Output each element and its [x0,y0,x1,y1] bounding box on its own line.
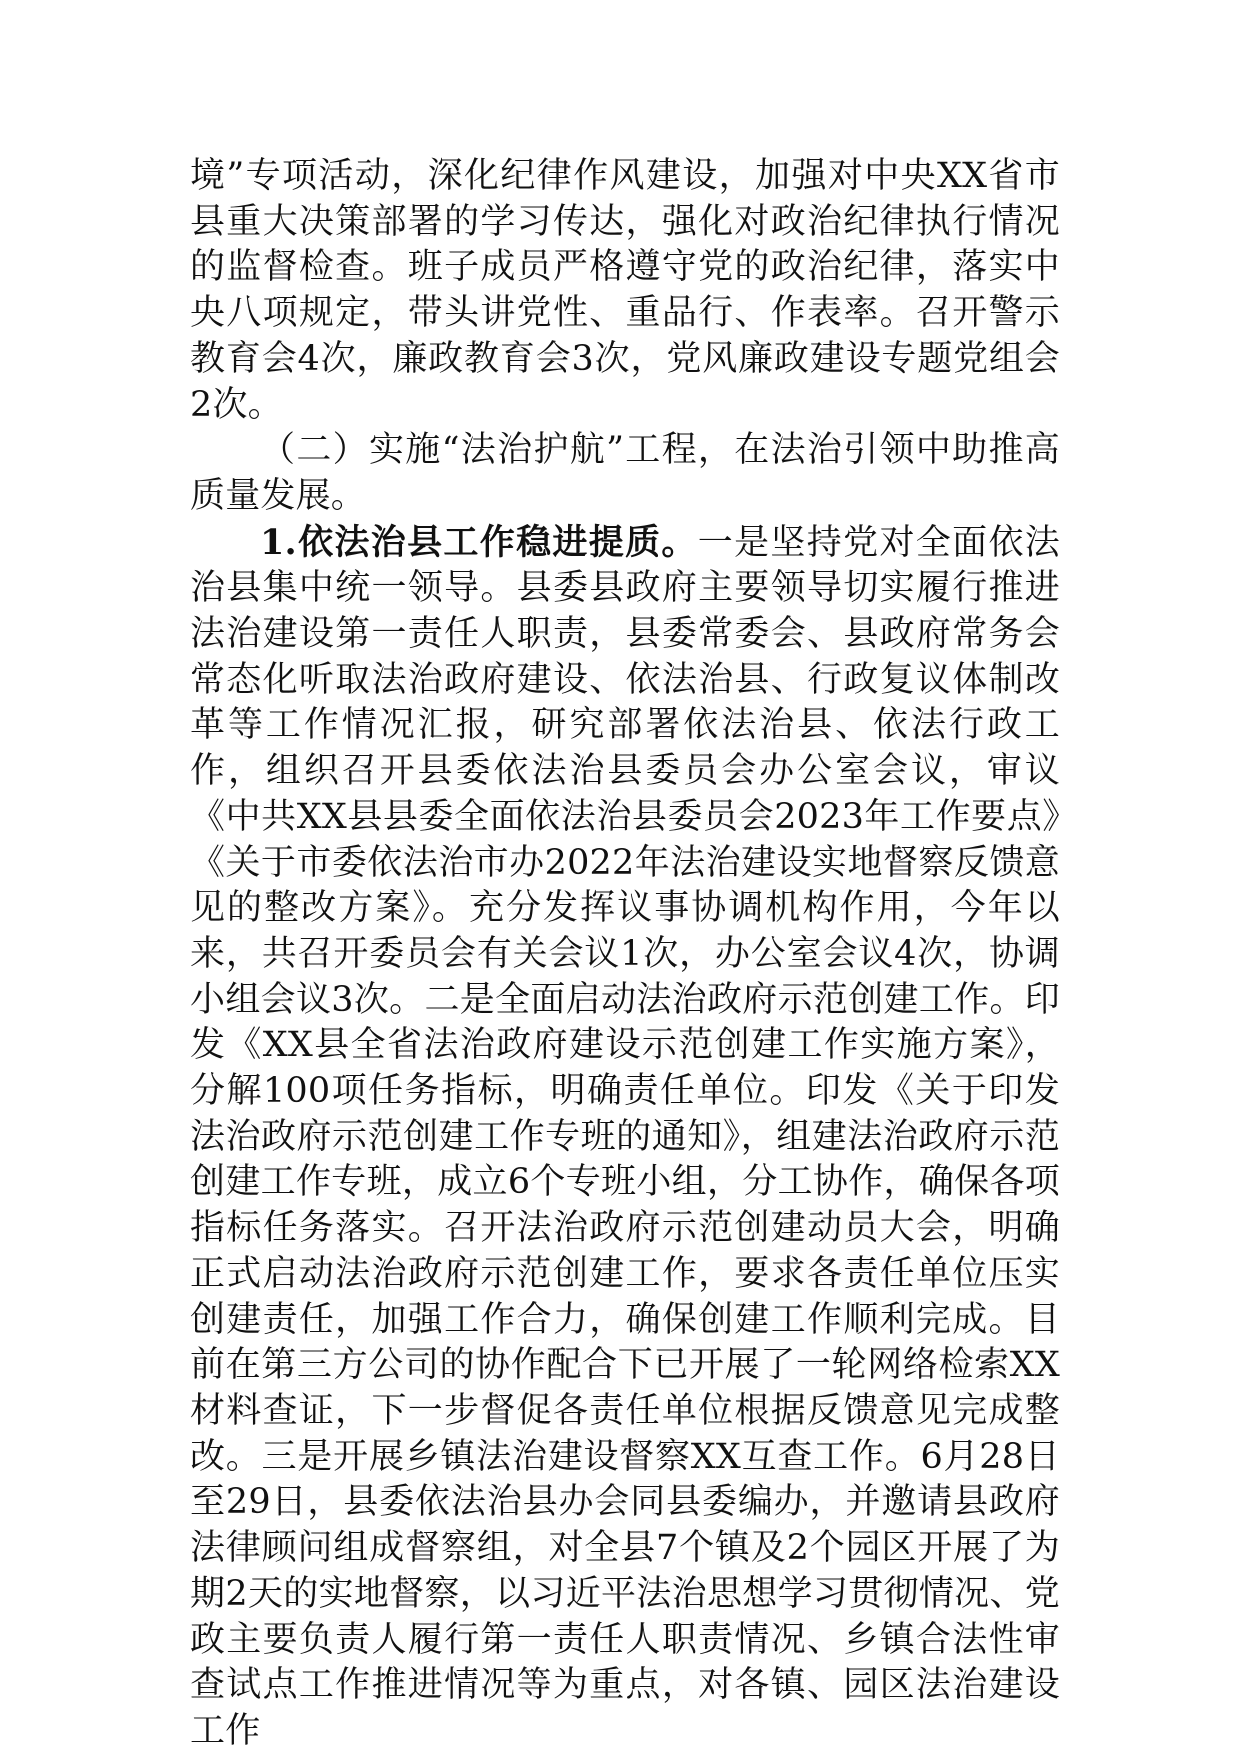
document-body [190,154,1060,1755]
subsection-heading: 1.依法治县工作稳进提质。 [260,521,698,563]
section-heading-rule-of-law: （二）实施“法治护航”工程，在法治引领中助推高质量发展。 [190,430,1060,516]
paragraph-discipline: 境”专项活动，深化纪律作风建设，加强对中央XX省市县重大决策部署的学习传达，强化对政治纪律执行情况的监督检查。班子成员严格遵守党的政治纪律，落实中央八项规定，带头讲党性、重品行、作表率。召开警示教育会4次，廉政教育会3次，党风廉政建设专题党组会2次。 [190,156,1060,425]
subsection-body: 一是坚持党对全面依法治县集中统一领导。县委县政府主要领导切实履行推进法治建设第一责任人职责，县委常委会、县政府常务会常态化听取法治政府建设、依法治县、行政复议体制改革等工作情况汇报，研究部署依法治县、依法行政工作，组织召开县委依法治县委员会办公室会议，审议《中共XX县县委全面依法治县委员会2023年工作要点》《关于市委依法治市办2022年法治建设实地督察反馈意见的整改方案》。充分发挥议事协调机构作用，今年以来，共召开委员会有关会议1次，办公室会议4次，协调小组会议3次。二是全面启动法治政府示范创建工作。印发《XX县全省法治政府建设示范创建工作实施方案》，分解100项任务指标，明确责任单位。印发《关于印发法治政府示范创建工作专班的通知》，组建法治政府示范创建工作专班，成立6个专班小组，分工协作，确保各项指标任务落实。召开法治政府示范创建动员大会，明确正式启动法治政府示范创建工作，要求各责任单位压实创建责任，加强工作合力，确保创建工作顺利完成。目前在第三方公司的协作配合下已开展了一轮网络检索XX材料查证，下一步督促各责任单位根据反馈意见完成整改。三是开展乡镇法治建设督察XX互查工作。6月28日至29日，县委依法治县办会同县委编办，并邀请县政府法律顾问组成督察组，对全县7个镇及2个园区开展了为期2天的实地督察，以习近平法治思想学习贯彻情况、党政主要负责人履行第一责任人职责情况、乡镇合法性审查试点工作推进情况等为重点，对各镇、园区法治建设工作 [190,522,1060,1751]
paragraph-county-governance [190,520,1060,1755]
